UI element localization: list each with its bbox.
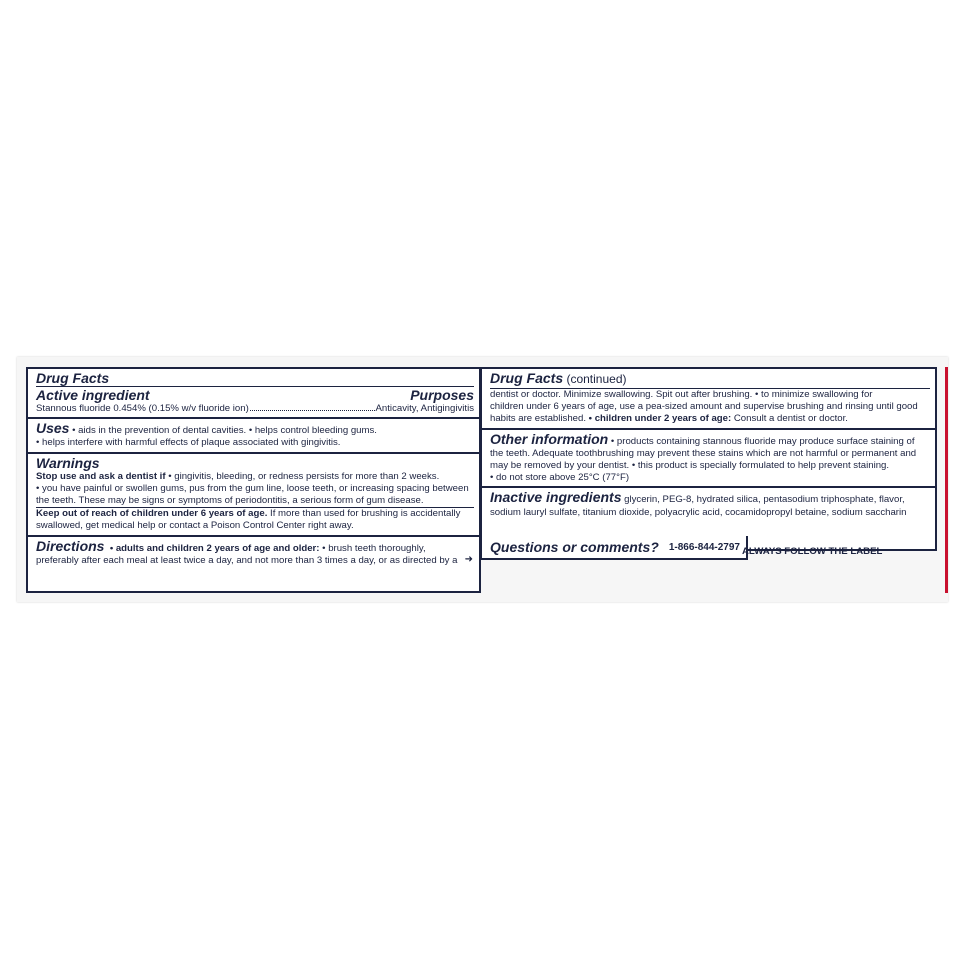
inactive-ingredients-section — [482, 488, 935, 520]
purpose-text: Anticavity, Antigingivitis — [375, 403, 474, 414]
continue-arrow-icon: ➜ — [464, 554, 473, 566]
other-text: may be removed by your dentist. • this product is specially formulated to help prevent staining. — [490, 460, 890, 472]
other-information-heading: Other information — [490, 430, 609, 447]
keep-out-heading: Keep out of reach of children under 6 years of age. — [36, 508, 268, 520]
inactive-text: sodium lauryl sulfate, titanium dioxide, polyacrylic acid, cocamidopropyl betaine, sodium saccharin — [490, 506, 907, 518]
directions-bold: • adults and children 2 years of age and older: — [109, 542, 320, 554]
directions-text: Consult a dentist or doctor. — [731, 413, 848, 425]
stop-use-heading: Stop use and ask a dentist if — [36, 470, 166, 482]
other-text: • products containing stannous fluoride may produce surface staining of — [608, 435, 915, 447]
uses-heading: Uses — [36, 420, 70, 437]
questions-label: Questions or comments? — [490, 539, 659, 555]
directions-text: preferably after each meal at least twice a day, and not more than 3 times a day, or as directed by a — [36, 554, 458, 566]
drug-facts-title: Drug Facts — [490, 370, 564, 386]
drug-facts-continued-section — [482, 369, 935, 430]
uses-line: • aids in the prevention of dental cavities. • helps control bleeding gums. — [72, 425, 377, 437]
inactive-text: glycerin, PEG-8, hydrated silica, pentasodium triphosphate, flavor, — [621, 494, 905, 506]
warnings-section — [28, 454, 479, 537]
drug-facts-title: Drug Facts — [36, 370, 110, 386]
purposes-heading: Purposes — [410, 387, 474, 403]
red-edge-strip — [945, 367, 948, 593]
warning-text: • you have painful or swollen gums, pus from the gum line, loose teeth, or increasing spacing between — [36, 482, 469, 494]
warning-text: the teeth. These may be signs or symptoms of periodontitis, a serious form of gum disease. — [36, 495, 424, 507]
uses-section — [28, 419, 479, 453]
uses-line: • helps interfere with harmful effects of plaque associated with gingivitis. — [36, 437, 341, 449]
active-ingredient-heading: Active ingredient — [36, 387, 150, 403]
carton-back-panel — [17, 357, 948, 602]
directions-text: children under 6 years of age, use a pea-sized amount and supervise brushing and rinsing until good — [490, 401, 918, 413]
directions-text: habits are established. — [490, 413, 589, 425]
continued-label: (continued) — [563, 372, 627, 386]
directions-text: • brush teeth thoroughly, — [319, 542, 426, 554]
dot-leader — [250, 410, 375, 411]
other-information-section — [482, 430, 935, 489]
always-follow-label: ALWAYS FOLLOW THE LABEL — [742, 546, 883, 557]
drug-facts-title-section — [28, 369, 479, 419]
ingredient-text: Stannous fluoride 0.454% (0.15% w/v fluoride ion) — [36, 403, 249, 414]
inactive-ingredients-heading: Inactive ingredients — [490, 489, 622, 506]
warning-text: If more than used for brushing is accidentally — [267, 508, 461, 520]
directions-text: dentist or doctor. Minimize swallowing. Spit out after brushing. • to minimize swallowing for — [490, 389, 873, 400]
other-text: the teeth. Adequate toothbrushing may prevent these stains which are not harmful or permanent and — [490, 447, 917, 459]
questions-section — [480, 536, 748, 560]
warning-text: • gingivitis, bleeding, or redness persists for more than 2 weeks. — [165, 470, 440, 482]
warning-text: swallowed, get medical help or contact a Poison Control Center right away. — [36, 520, 354, 532]
warnings-heading: Warnings — [36, 454, 100, 471]
drug-facts-panel-left — [26, 367, 481, 593]
directions-section — [28, 537, 479, 569]
drug-facts-panel-right — [480, 367, 937, 551]
directions-bold: • children under 2 years of age: — [588, 413, 732, 425]
directions-heading: Directions — [36, 537, 105, 554]
phone-number: 1-866-844-2797 — [668, 541, 740, 553]
other-text: • do not store above 25°C (77°F) — [490, 472, 630, 484]
